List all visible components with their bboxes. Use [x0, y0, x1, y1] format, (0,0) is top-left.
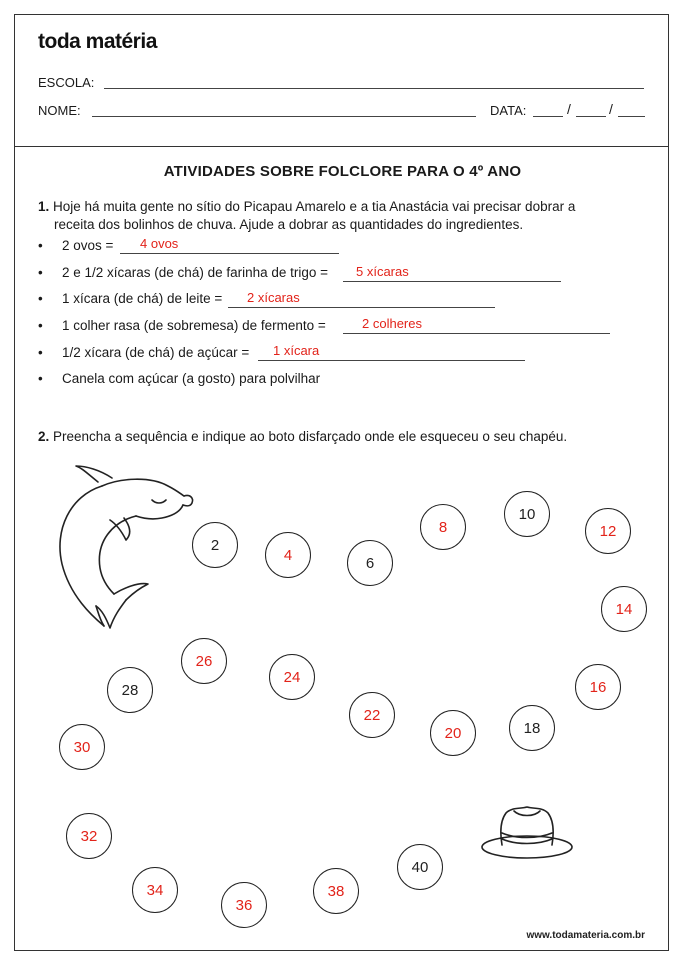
answer-line[interactable] — [258, 360, 525, 361]
sequence-answer-circle[interactable]: 24 — [269, 654, 315, 700]
question-text: Preencha a sequência e indique ao boto disfarçado onde ele esqueceu o seu chapéu. — [53, 429, 568, 444]
sequence-answer-circle[interactable]: 20 — [430, 710, 476, 756]
date-month-field[interactable] — [576, 116, 606, 117]
answer-line[interactable] — [228, 307, 495, 308]
sequence-answer-circle[interactable]: 16 — [575, 664, 621, 710]
escola-field[interactable] — [104, 88, 644, 89]
sequence-given-circle: 6 — [347, 540, 393, 586]
question-2 — [38, 429, 567, 444]
sequence-given-circle: 28 — [107, 667, 153, 713]
boto-icon — [40, 460, 200, 630]
bullet: • — [38, 371, 43, 386]
sequence-answer-circle[interactable]: 30 — [59, 724, 105, 770]
date-separator: / — [609, 101, 613, 117]
ingredient-answer: 4 ovos — [140, 236, 179, 251]
ingredient-text: 1/2 xícara (de chá) de açúcar = — [62, 345, 250, 360]
sequence-answer-circle[interactable]: 34 — [132, 867, 178, 913]
logo: toda matéria — [38, 30, 157, 53]
bullet: • — [38, 345, 43, 360]
ingredient-text: Canela com açúcar (a gosto) para polvilhar — [62, 371, 321, 386]
hat-icon — [480, 803, 575, 863]
sequence-answer-circle[interactable]: 4 — [265, 532, 311, 578]
date-year-field[interactable] — [618, 116, 645, 117]
answer-line[interactable] — [120, 253, 339, 254]
question-text: Hoje há muita gente no sítio do Picapau Amarelo e a tia Anastácia vai precisar dobrar a — [53, 199, 576, 214]
sequence-answer-circle[interactable]: 38 — [313, 868, 359, 914]
data-label: DATA: — [490, 103, 527, 118]
sequence-given-circle: 2 — [192, 522, 238, 568]
sequence-answer-circle[interactable]: 22 — [349, 692, 395, 738]
ingredient-text: 2 e 1/2 xícaras (de chá) de farinha de trigo = — [62, 265, 329, 280]
question-text: receita dos bolinhos de chuva. Ajude a dobrar as quantidades do ingredientes. — [54, 217, 524, 232]
date-separator: / — [567, 101, 571, 117]
answer-line[interactable] — [343, 281, 561, 282]
date-day-field[interactable] — [533, 116, 563, 117]
question-1 — [38, 198, 638, 234]
ingredient-answer: 1 xícara — [273, 343, 320, 358]
page-title: ATIVIDADES SOBRE FOLCLORE PARA O 4º ANO — [163, 163, 522, 180]
nome-label: NOME: — [38, 103, 81, 118]
sequence-given-circle: 40 — [397, 844, 443, 890]
ingredient-answer: 2 colheres — [362, 316, 422, 331]
bullet: • — [38, 291, 43, 306]
ingredient-text: 1 xícara (de chá) de leite = — [62, 291, 223, 306]
nome-field[interactable] — [92, 116, 476, 117]
answer-line[interactable] — [343, 333, 610, 334]
ingredient-text: 1 colher rasa (de sobremesa) de fermento = — [62, 318, 326, 333]
ingredient-answer: 2 xícaras — [247, 290, 300, 305]
sequence-given-circle: 10 — [504, 491, 550, 537]
sequence-given-circle: 18 — [509, 705, 555, 751]
bullet: • — [38, 318, 43, 333]
ingredient-answer: 5 xícaras — [356, 264, 409, 279]
header-separator — [14, 146, 669, 147]
sequence-answer-circle[interactable]: 12 — [585, 508, 631, 554]
sequence-answer-circle[interactable]: 32 — [66, 813, 112, 859]
sequence-answer-circle[interactable]: 26 — [181, 638, 227, 684]
footer-url: www.todamateria.com.br — [526, 930, 645, 941]
question-number: 2. — [38, 429, 50, 444]
ingredient-text: 2 ovos = — [62, 238, 114, 253]
question-number: 1. — [38, 199, 50, 214]
sequence-answer-circle[interactable]: 36 — [221, 882, 267, 928]
bullet: • — [38, 265, 43, 280]
escola-label: ESCOLA: — [38, 75, 95, 90]
sequence-answer-circle[interactable]: 14 — [601, 586, 647, 632]
bullet: • — [38, 238, 43, 253]
sequence-answer-circle[interactable]: 8 — [420, 504, 466, 550]
